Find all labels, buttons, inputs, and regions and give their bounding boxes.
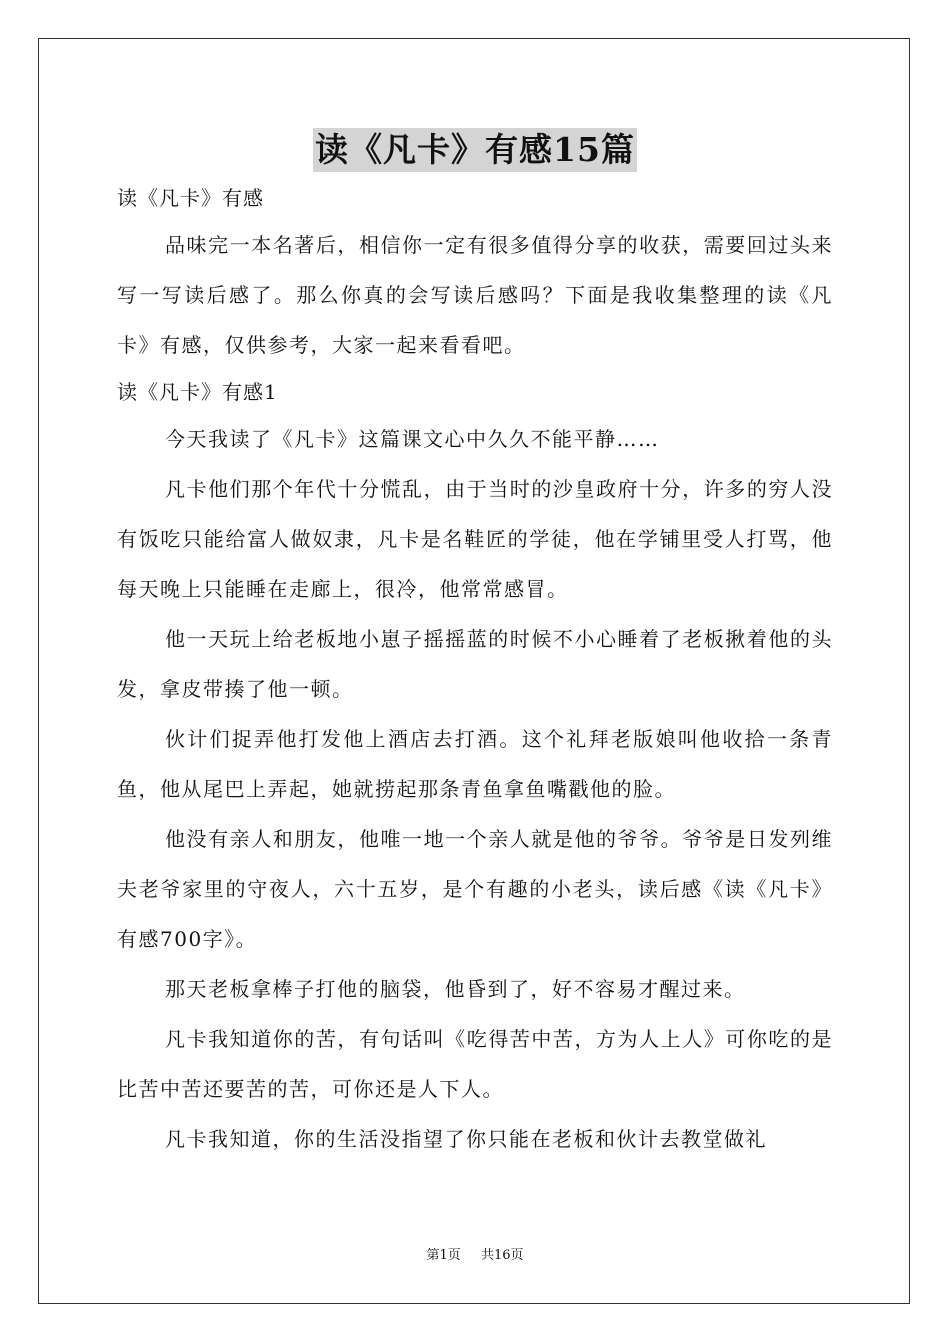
- paragraph: 伙计们捉弄他打发他上酒店去打酒。这个礼拜老版娘叫他收拾一条青鱼，他从尾巴上弄起，她就捞起那条青鱼拿鱼嘴戳他的脸。: [117, 727, 833, 801]
- section-heading: 读《凡卡》有感1: [117, 380, 278, 404]
- paragraph: 他一天玩上给老板地小崽子摇摇蓝的时候不小心睡着了老板揪着他的头发，拿皮带揍了他一顿。: [117, 627, 833, 701]
- title-area: [0, 128, 950, 172]
- document-title: 读《凡卡》有感15篇: [313, 128, 637, 172]
- paragraph: 那天老板拿棒子打他的脑袋，他昏到了，好不容易才醒过来。: [165, 977, 746, 1001]
- paragraph: 品味完一本名著后，相信你一定有很多值得分享的收获，需要回过头来写一写读后感了。那么你真的会写读后感吗？下面是我收集整理的读《凡卡》有感，仅供参考，大家一起来看看吧。: [117, 233, 833, 357]
- page-total: 共16页: [480, 1248, 524, 1263]
- paragraph: 他没有亲人和朋友，他唯一地一个亲人就是他的爷爷。爷爷是日发列维夫老爷家里的守夜人，六十五岁，是个有趣的小老头，读后感《读《凡卡》有感700字》。: [117, 827, 833, 951]
- paragraph: 凡卡我知道，你的生活没指望了你只能在老板和伙计去教堂做礼: [165, 1127, 767, 1151]
- paragraph: 凡卡我知道你的苦，有句话叫《吃得苦中苦，方为人上人》可你吃的是比苦中苦还要苦的苦，可你还是人下人。: [117, 1027, 833, 1101]
- page-footer: [0, 1246, 950, 1266]
- section-heading: 读《凡卡》有感: [117, 186, 264, 210]
- paragraph: 今天我读了《凡卡》这篇课文心中久久不能平静……: [165, 427, 660, 451]
- page-number: 第1页: [426, 1248, 461, 1263]
- paragraph: 凡卡他们那个年代十分慌乱，由于当时的沙皇政府十分，许多的穷人没有饭吃只能给富人做奴隶，凡卡是名鞋匠的学徒，他在学铺里受人打骂，他每天晚上只能睡在走廊上，很冷，他常常感冒。: [117, 477, 833, 601]
- document-body: [117, 178, 833, 1164]
